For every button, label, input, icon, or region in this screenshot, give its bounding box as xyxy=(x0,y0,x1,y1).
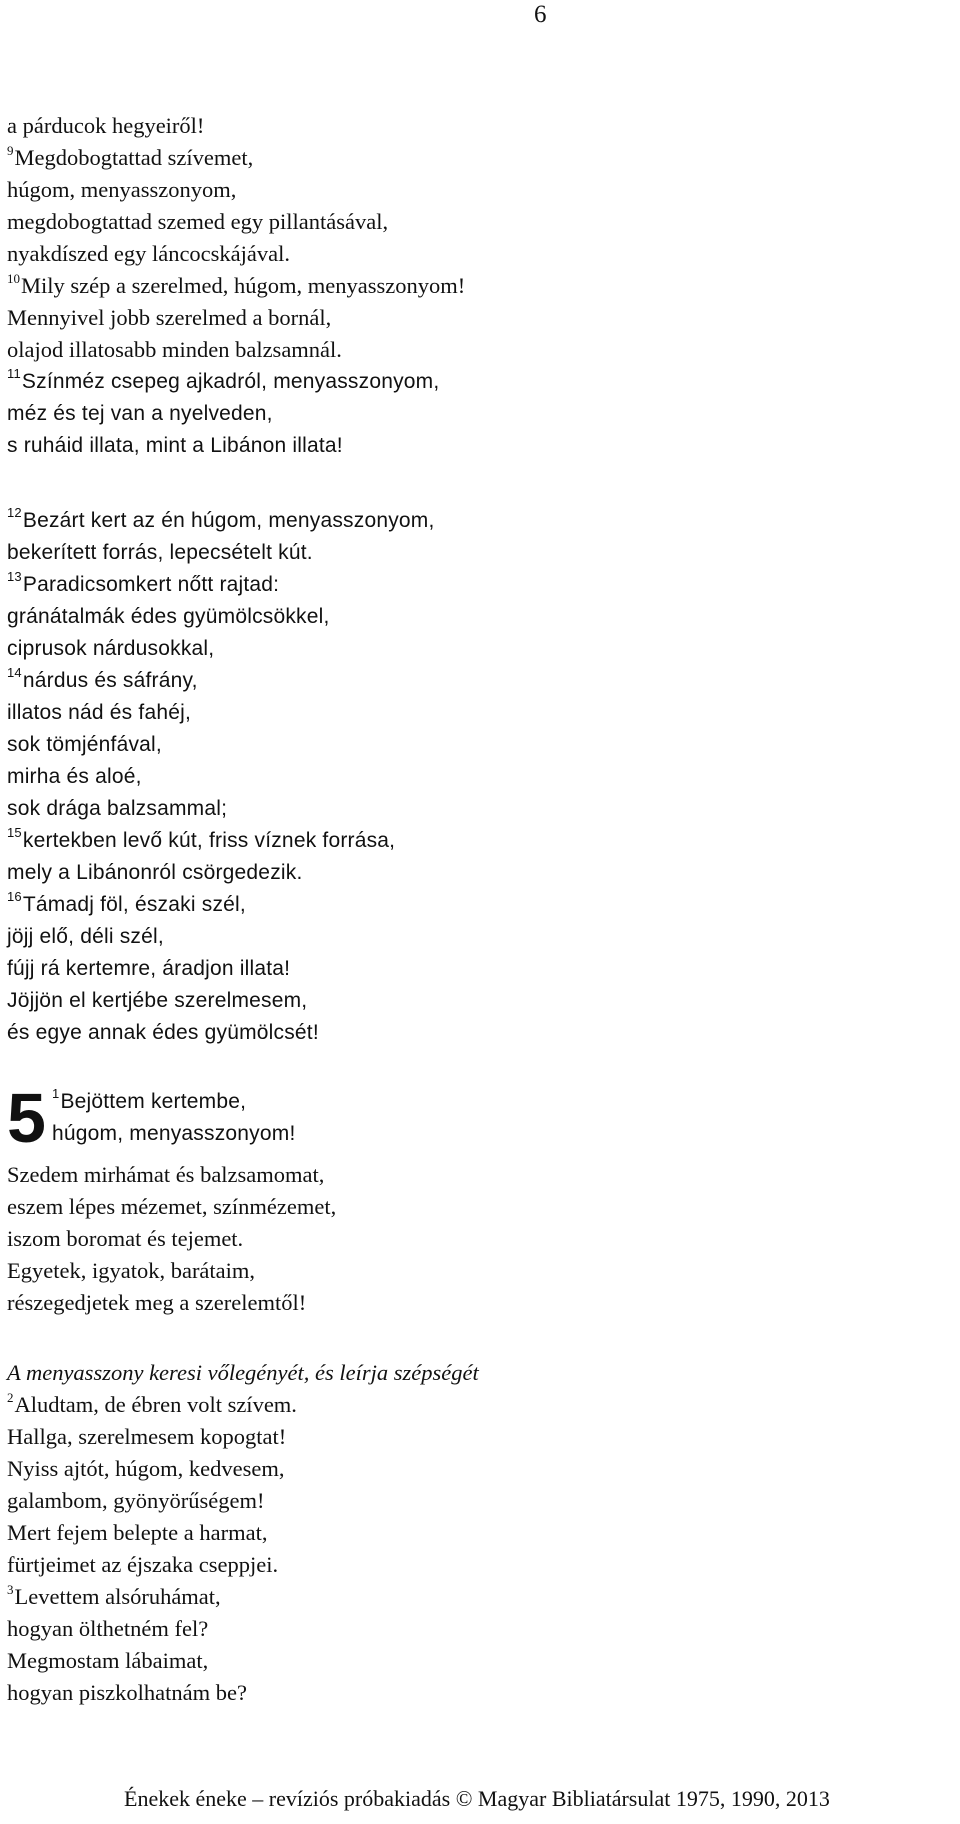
verse-line: $^{15}$kertekben levő kút, friss víznek forrása, xyxy=(7,825,396,852)
verse-line: ciprusok nárdusokkal, xyxy=(7,637,215,660)
verse-line: $^{14}$nárdus és sáfrány, xyxy=(7,665,198,692)
verse-line: és egye annak édes gyümölcsét! xyxy=(7,1021,319,1044)
verse-line: Nyiss ajtót, húgom, kedvesem, xyxy=(7,1456,285,1481)
verse-line: Mert fejem belepte a harmat, xyxy=(7,1520,268,1545)
verse-line: bekerített forrás, lepecsételt kút. xyxy=(7,541,313,564)
verse-line: eszem lépes mézemet, színmézemet, xyxy=(7,1194,337,1219)
verse-line: sok drága balzsammal; xyxy=(7,797,228,820)
verse-line: fürtjeimet az éjszaka cseppjei. xyxy=(7,1552,279,1577)
verse-number: 9 xyxy=(7,143,14,158)
verse-line: $^{11}$Színméz csepeg ajkadról, menyasszonyom, xyxy=(7,366,440,393)
verse-number: 16 xyxy=(7,889,22,904)
chapter-first-lines xyxy=(52,1086,295,1150)
verse-line: Jöjjön el kertjébe szerelmesem, xyxy=(7,989,308,1012)
verse-line: hogyan piszkolhatnám be? xyxy=(7,1680,247,1705)
chapter-number: 5 xyxy=(7,1079,46,1157)
verse-number: 15 xyxy=(7,825,22,840)
verse-line: húgom, menyasszonyom! xyxy=(52,1122,296,1145)
verse-line: $^{13}$Paradicsomkert nőtt rajtad: xyxy=(7,569,280,596)
verse-line: mely a Libánonról csörgedezik. xyxy=(7,861,303,884)
verse-line: gránátalmák édes gyümölcsökkel, xyxy=(7,605,330,628)
verse-line: galambom, gyönyörűségem! xyxy=(7,1488,265,1513)
verse-line: $^{16}$Támadj föl, északi szél, xyxy=(7,889,246,916)
verse-line: sok tömjénfával, xyxy=(7,733,162,756)
verse-number: 11 xyxy=(7,366,21,381)
verse-line: méz és tej van a nyelveden, xyxy=(7,402,273,425)
verse-line: Szedem mirhámat és balzsamomat, xyxy=(7,1162,325,1187)
verse-line: iszom boromat és tejemet. xyxy=(7,1226,244,1251)
verse-line: illatos nád és fahéj, xyxy=(7,701,191,724)
verse-line: $^3$Levettem alsóruhámat, xyxy=(7,1582,221,1609)
section-heading: A menyasszony keresi vőlegényét, és leírja szépségét xyxy=(7,1360,479,1385)
verse-line: $^{12}$Bezárt kert az én húgom, menyasszonyom, xyxy=(7,505,435,532)
verse-line: megdobogtattad szemed egy pillantásával, xyxy=(7,209,389,234)
verse-number: 3 xyxy=(7,1582,14,1597)
verse-line: s ruháid illata, mint a Libánon illata! xyxy=(7,434,343,457)
verse-line: $^9$Megdobogtattad szívemet, xyxy=(7,143,254,170)
verse-block-3 xyxy=(7,1159,940,1319)
verse-block-1 xyxy=(7,110,940,462)
verse-number: 14 xyxy=(7,665,22,680)
verse-line: Hallga, szerelmesem kopogtat! xyxy=(7,1424,287,1449)
verse-line: $^1$Bejöttem kertembe, xyxy=(52,1086,247,1113)
verse-number: 12 xyxy=(7,505,22,520)
verse-line: mirha és aloé, xyxy=(7,765,142,788)
verse-line: Egyetek, igyatok, barátaim, xyxy=(7,1258,256,1283)
verse-number: 1 xyxy=(52,1086,60,1101)
page-footer: Énekek éneke – revíziós próbakiadás © Magyar Bibliatársulat 1975, 1990, 2013 xyxy=(124,1786,830,1811)
verse-line: húgom, menyasszonyom, xyxy=(7,177,237,202)
verse-block-2 xyxy=(7,505,940,1049)
verse-number: 2 xyxy=(7,1390,14,1405)
verse-number: 13 xyxy=(7,569,22,584)
verse-line: nyakdíszed egy láncocskájával. xyxy=(7,241,291,266)
verse-line: hogyan ölthetném fel? xyxy=(7,1616,209,1641)
verse-line: részegedjetek meg a szerelemtől! xyxy=(7,1290,307,1315)
verse-line: olajod illatosabb minden balzsamnál. xyxy=(7,337,342,362)
verse-line: Megmostam lábaimat, xyxy=(7,1648,209,1673)
page-number: 6 xyxy=(534,1,547,28)
verse-line: $^2$Aludtam, de ébren volt szívem. xyxy=(7,1390,297,1417)
verse-line: $^{10}$Mily szép a szerelmed, húgom, menyasszonyom! xyxy=(7,271,466,298)
verse-number: 10 xyxy=(7,271,20,286)
verse-line: fújj rá kertemre, áradjon illata! xyxy=(7,957,291,980)
verse-block-4 xyxy=(7,1357,940,1709)
verse-line: Mennyivel jobb szerelmed a bornál, xyxy=(7,305,332,330)
verse-line: a párducok hegyeiről! xyxy=(7,113,205,138)
verse-line: jöjj elő, déli szél, xyxy=(7,925,164,948)
